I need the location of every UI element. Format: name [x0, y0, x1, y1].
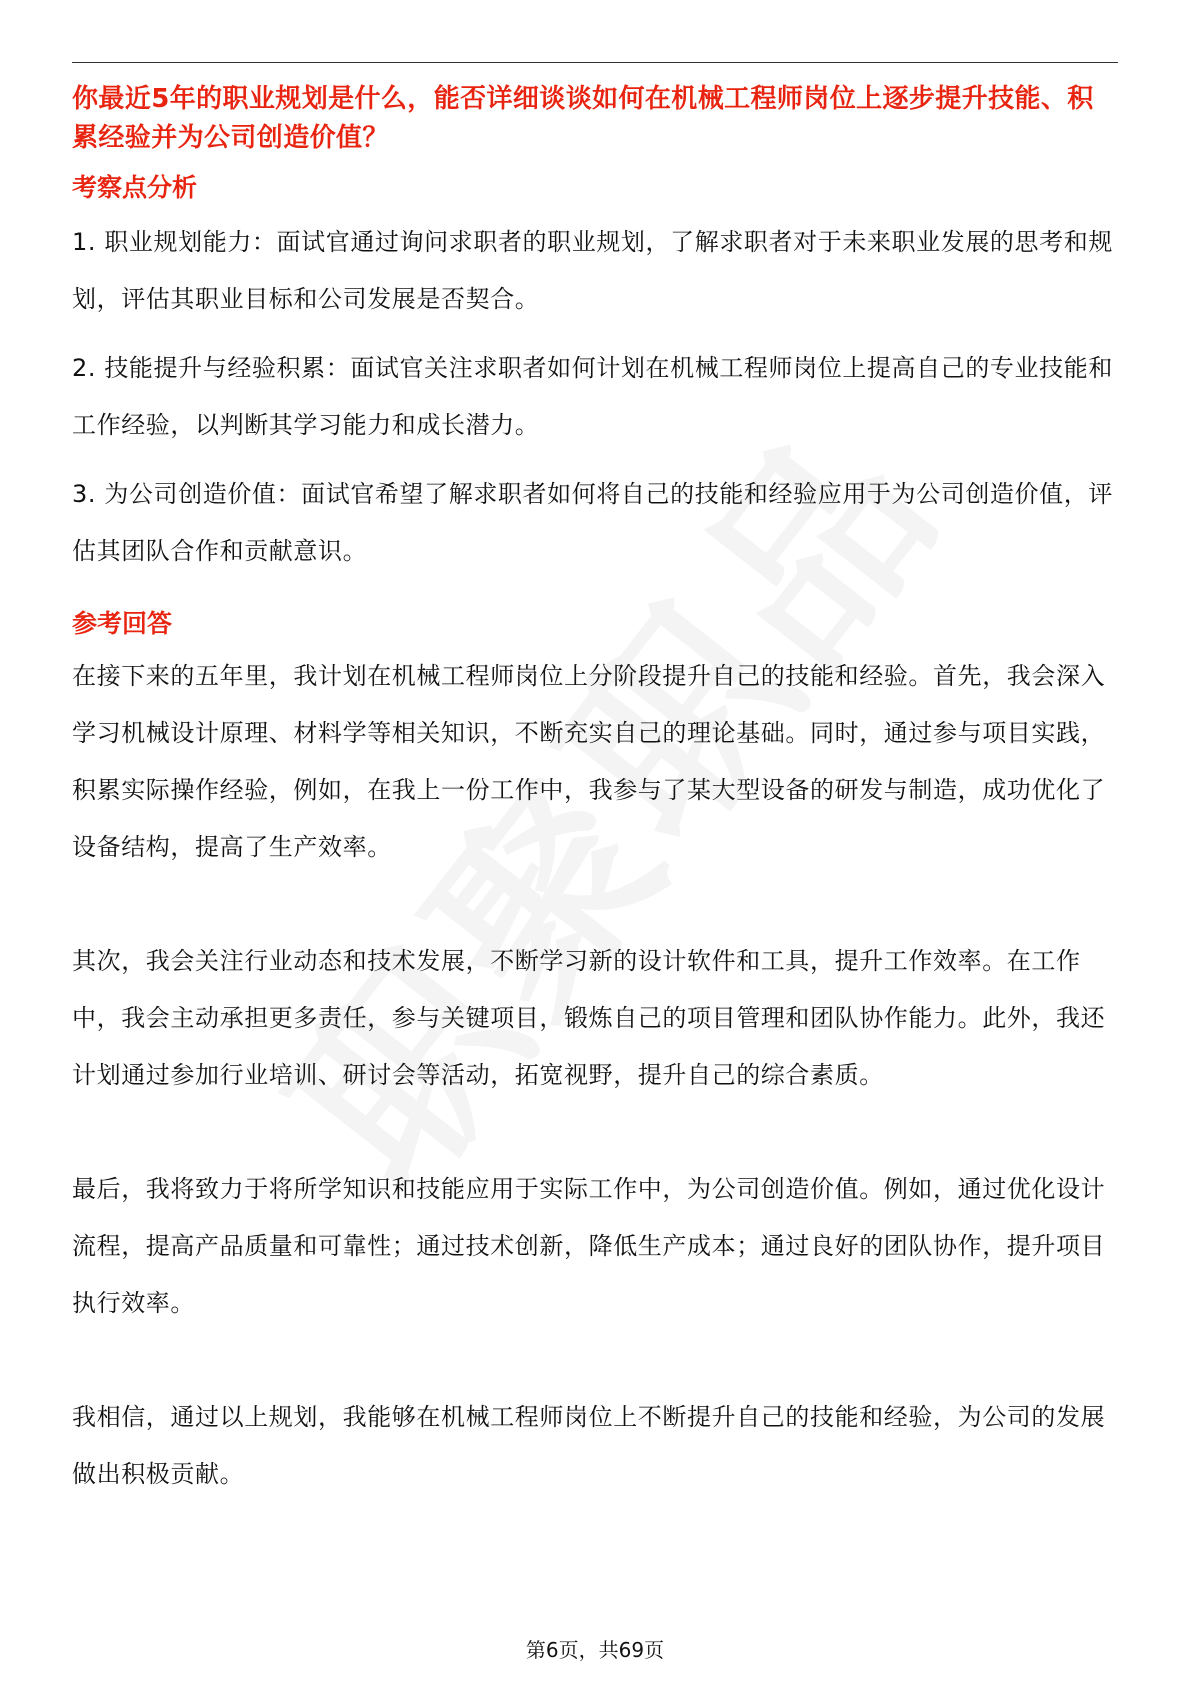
analysis-title: 考察点分析: [72, 173, 198, 202]
analysis-point: 1. 职业规划能力：面试官通过询问求职者的职业规划，了解求职者对于未来职业发展的思考和规划，评估其职业目标和公司发展是否契合。: [72, 228, 1113, 313]
answer-paragraph: 最后，我将致力于将所学知识和技能应用于实际工作中，为公司创造价值。例如，通过优化设计流程，提高产品质量和可靠性；通过技术创新，降低生产成本；通过良好的团队协作，提升项目执行效率。: [72, 1175, 1106, 1317]
analysis-point: 2. 技能提升与经验积累：面试官关注求职者如何计划在机械工程师岗位上提高自己的专业技能和工作经验，以判断其学习能力和成长潜力。: [72, 354, 1113, 439]
answer-paragraph: 我相信，通过以上规划，我能够在机械工程师岗位上不断提升自己的技能和经验，为公司的发展做出积极贡献。: [72, 1403, 1106, 1488]
answer-paragraph: 其次，我会关注行业动态和技术发展，不断学习新的设计软件和工具，提升工作效率。在工作中，我会主动承担更多责任，参与关键项目，锻炼自己的项目管理和团队协作能力。此外，我还计划通过参加行业培训、研讨会等活动，拓宽视野，提升自己的综合素质。: [72, 947, 1106, 1089]
answer-paragraph: 在接下来的五年里，我计划在机械工程师岗位上分阶段提升自己的技能和经验。首先，我会深入学习机械设计原理、材料学等相关知识，不断充实自己的理论基础。同时，通过参与项目实践，积累实际操作经验，例如，在我上一份工作中，我参与了某大型设备的研发与制造，成功优化了设备结构，提高了生产效率。: [72, 662, 1106, 861]
page-number: 第6页，共69页: [525, 1638, 665, 1662]
reference-answer: [72, 648, 1118, 1503]
reference-title: 参考回答: [72, 609, 173, 638]
analysis-section: [72, 170, 1118, 580]
header-divider: [72, 62, 1118, 63]
reference-section: [72, 606, 1118, 1503]
page-content: [72, 80, 1118, 1503]
analysis-point: 3. 为公司创造价值：面试官希望了解求职者如何将自己的技能和经验应用于为公司创造价值，评估其团队合作和贡献意识。: [72, 480, 1113, 565]
interview-question: 你最近5年的职业规划是什么，能否详细谈谈如何在机械工程师岗位上逐步提升技能、积累经验并为公司创造价值？: [72, 84, 1094, 153]
